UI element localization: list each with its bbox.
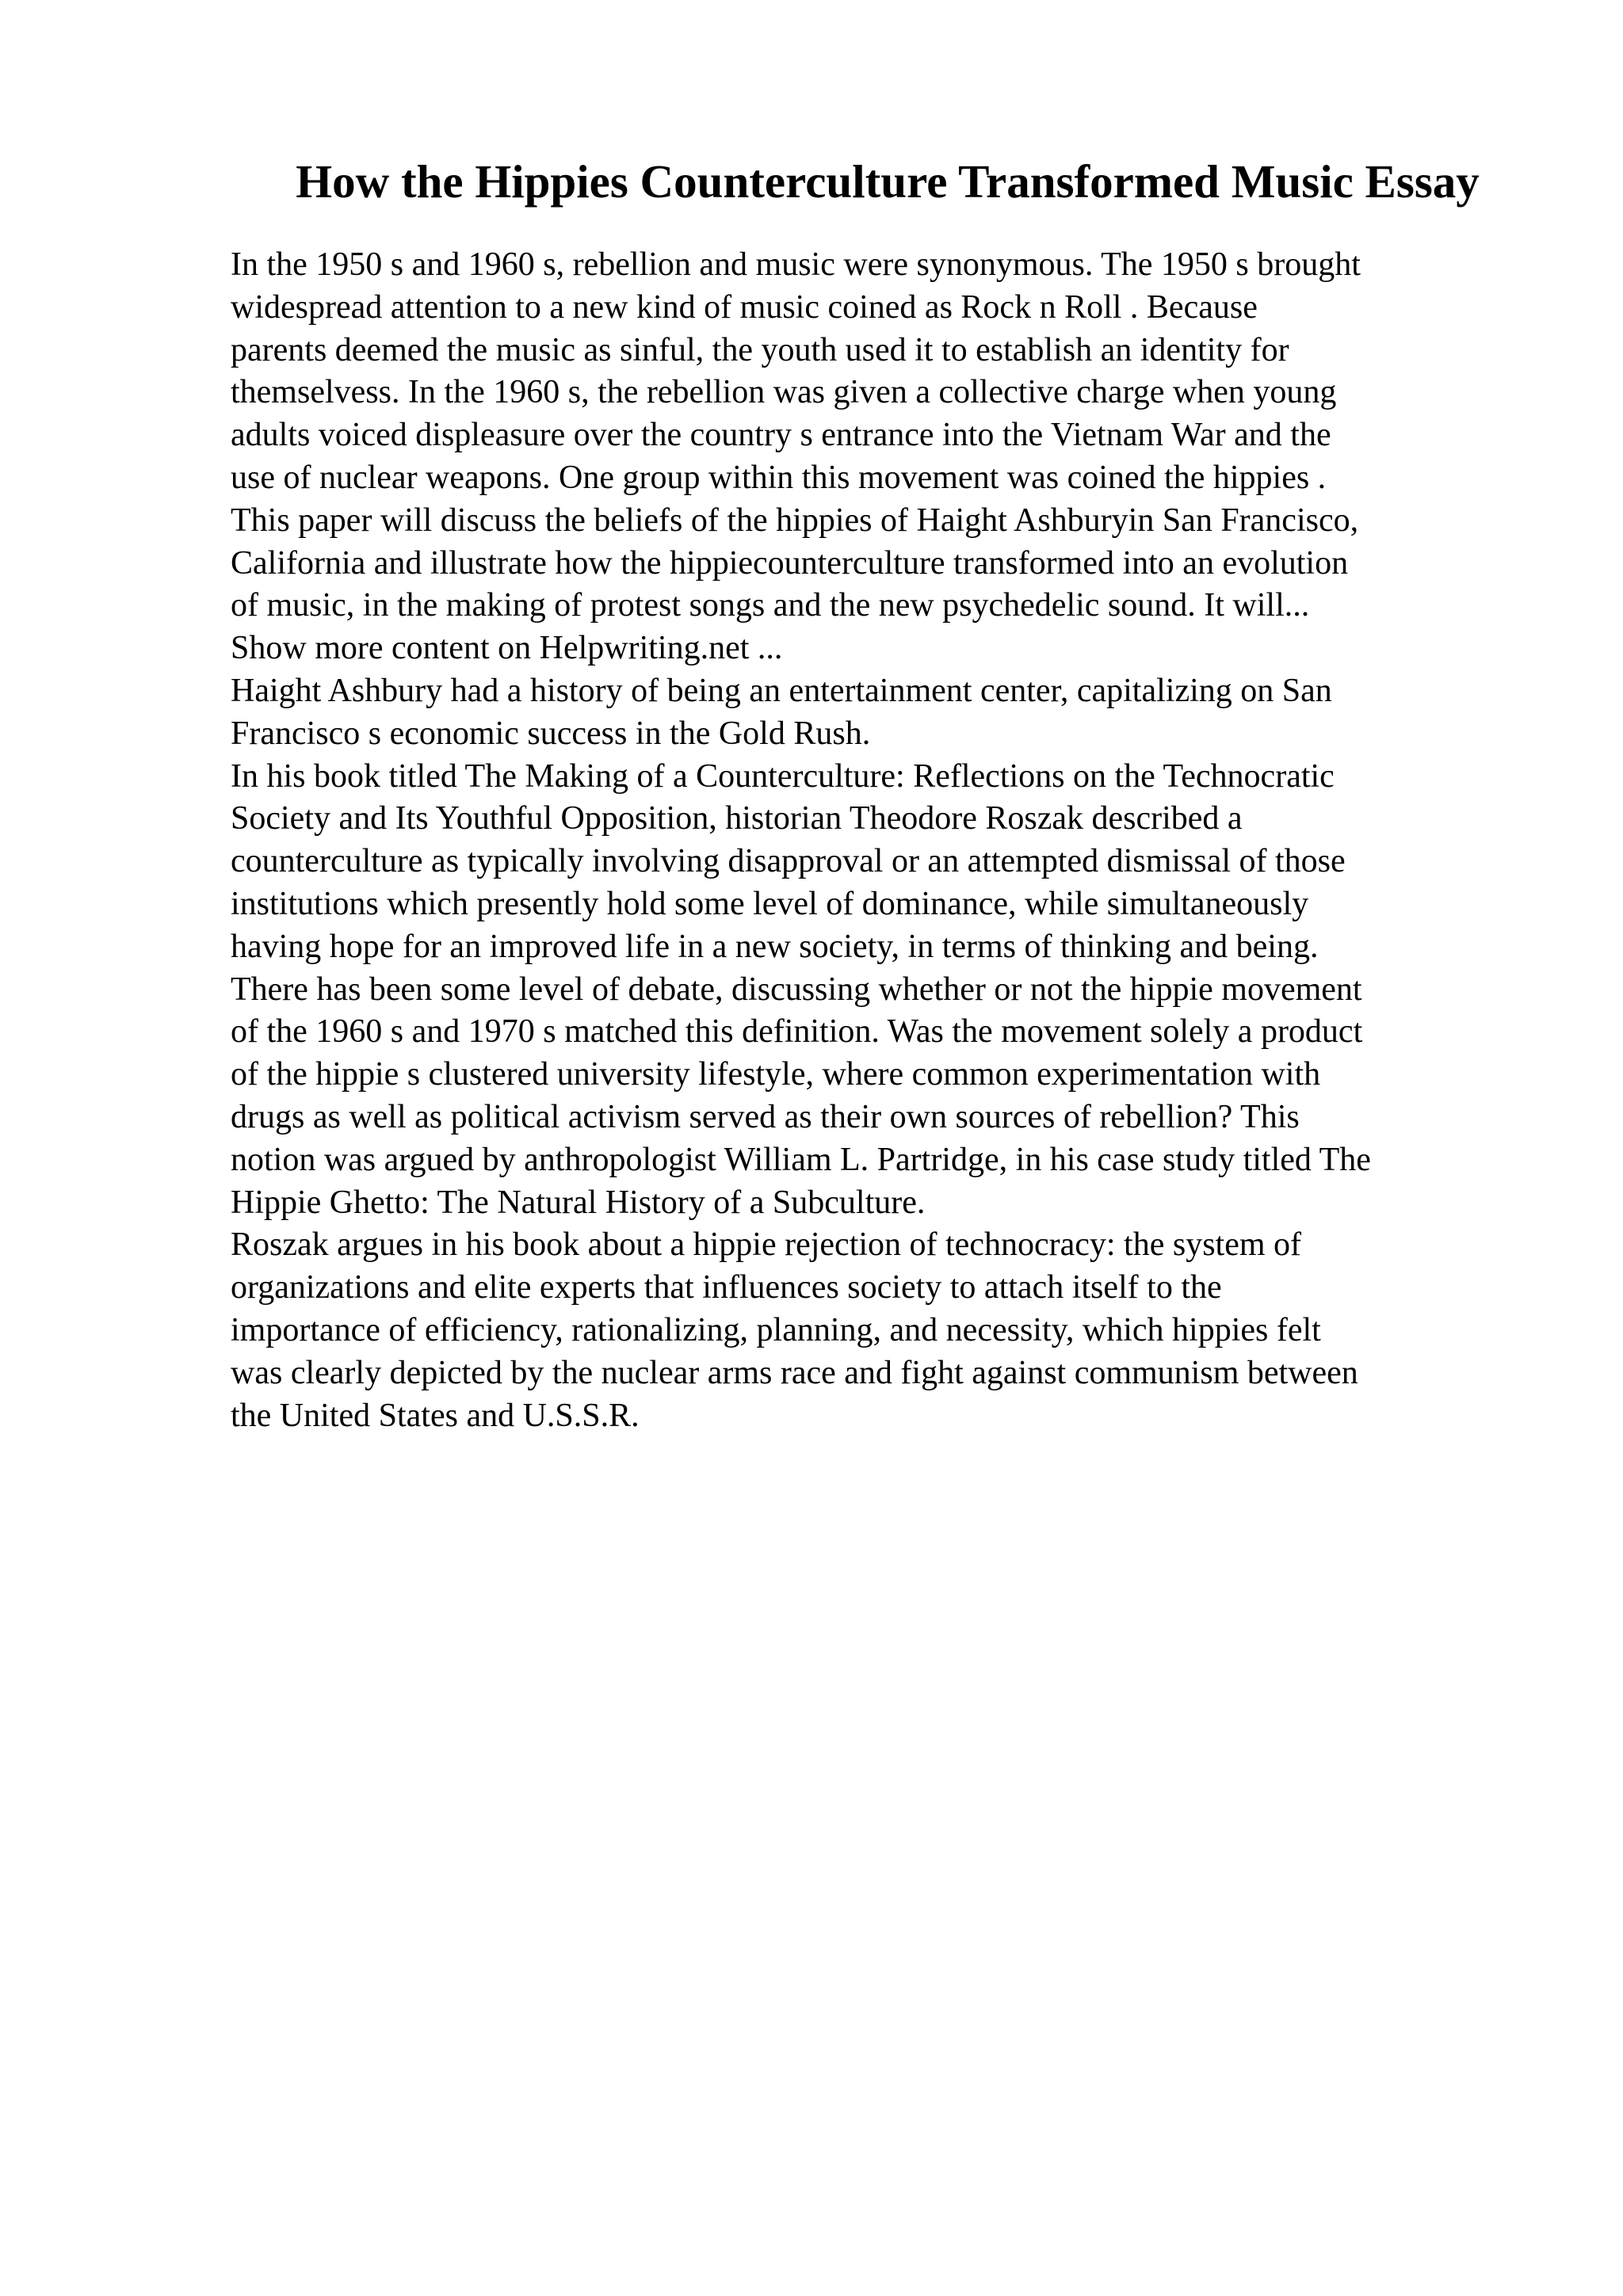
text-line: adults voiced displeasure over the country s entrance into the Vietnam War and the bbox=[231, 417, 1331, 454]
essay-body bbox=[231, 244, 1610, 1437]
text-line: Roszak argues in his book about a hippie rejection of technocracy: the system of bbox=[231, 1226, 1302, 1264]
text-line: use of nuclear weapons. One group within this movement was coined the hippies . bbox=[231, 459, 1327, 496]
text-line: Francisco s economic success in the Gold Rush. bbox=[231, 715, 871, 752]
text-line: In his book titled The Making of a Counterculture: Reflections on the Technocratic bbox=[231, 757, 1335, 795]
text-line: was clearly depicted by the nuclear arms race and fight against communism between bbox=[231, 1354, 1358, 1391]
text-line: the United States and U.S.S.R. bbox=[231, 1397, 640, 1434]
text-line: of the 1960 s and 1970 s matched this definition. Was the movement solely a product bbox=[231, 1013, 1363, 1051]
show-more-line: Show more content on Helpwriting.net ... bbox=[231, 630, 783, 667]
text-line: This paper will discuss the beliefs of the hippies of Haight Ashburyin San Francisco, bbox=[231, 502, 1359, 539]
text-line: importance of efficiency, rationalizing, planning, and necessity, which hippies felt bbox=[231, 1311, 1321, 1348]
text-line: of music, in the making of protest songs and the new psychedelic sound. It will... bbox=[231, 587, 1310, 624]
text-line: widespread attention to a new kind of music coined as Rock n Roll . Because bbox=[231, 288, 1258, 326]
text-line: There has been some level of debate, discussing whether or not the hippie movement bbox=[231, 971, 1362, 1008]
text-line: notion was argued by anthropologist William L. Partridge, in his case study titled The bbox=[231, 1141, 1371, 1178]
text-line: California and illustrate how the hippiecounterculture transformed into an evolution bbox=[231, 544, 1349, 582]
text-line: themselvess. In the 1960 s, the rebellion was given a collective charge when young bbox=[231, 374, 1337, 411]
text-line: institutions which presently hold some level of dominance, while simultaneously bbox=[231, 885, 1309, 922]
document-title: How the Hippies Counterculture Transformed Music Essay bbox=[296, 155, 1480, 208]
text-line: having hope for an improved life in a new society, in terms of thinking and being. bbox=[231, 928, 1319, 965]
text-line: Society and Its Youthful Opposition, historian Theodore Roszak described a bbox=[231, 800, 1243, 837]
text-line: of the hippie s clustered university lifestyle, where common experimentation with bbox=[231, 1056, 1321, 1093]
text-line: parents deemed the music as sinful, the youth used it to establish an identity for bbox=[231, 331, 1289, 368]
text-line: organizations and elite experts that influences society to attach itself to the bbox=[231, 1269, 1222, 1306]
text-line: Hippie Ghetto: The Natural History of a Subculture. bbox=[231, 1184, 926, 1221]
text-line: counterculture as typically involving disapproval or an attempted dismissal of those bbox=[231, 843, 1346, 880]
text-line: In the 1950 s and 1960 s, rebellion and music were synonymous. The 1950 s brought bbox=[231, 246, 1361, 283]
text-line: drugs as well as political activism served as their own sources of rebellion? This bbox=[231, 1098, 1300, 1135]
text-line: Haight Ashbury had a history of being an entertainment center, capitalizing on San bbox=[231, 672, 1332, 709]
